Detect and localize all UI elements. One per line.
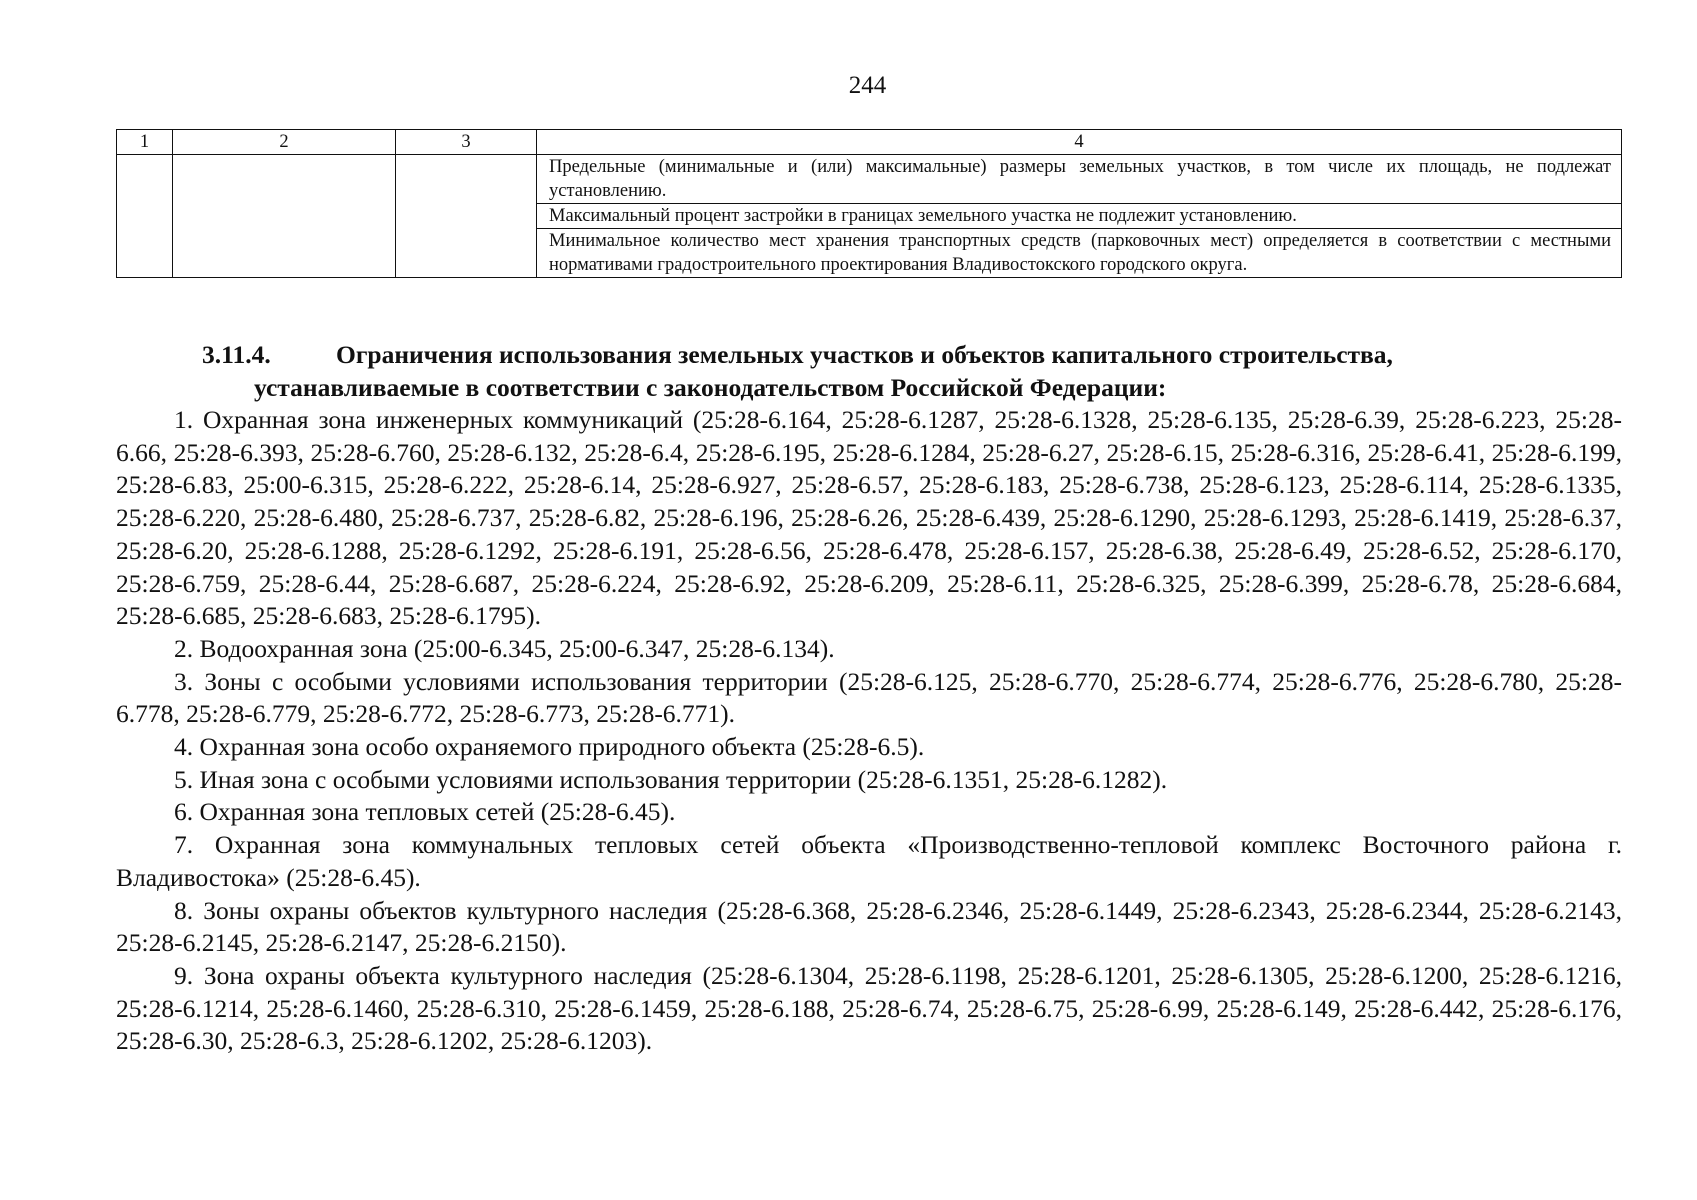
table-cell-text: Минимальное количество мест хранения транспортных средств (парковочных мест) определяется в соответствии с местными нормативами градостроительного проектирования Владивостокского городского округа. — [537, 228, 1621, 277]
table-header-cell: 3 — [396, 130, 537, 155]
table-cell-empty — [396, 155, 537, 278]
table-cell-empty — [173, 155, 396, 278]
section-title-part2: устанавливаемые в соответствии с законодательством Российской Федерации: — [254, 372, 1167, 402]
list-item: 3. Зоны с особыми условиями использования территории (25:28-6.125, 25:28-6.770, 25:28-6.774, 25:28-6.776, 25:28-6.780, 25:28-6.778, 25:28-6.779, 25:28-6.772, 25:28-6.773, 25:28-6.771). — [116, 666, 1622, 729]
table-cell-empty — [117, 155, 173, 278]
regulations-table — [116, 129, 1622, 278]
list-item: 4. Охранная зона особо охраняемого природного объекта (25:28-6.5). — [174, 732, 925, 762]
list-item: 2. Водоохранная зона (25:00-6.345, 25:00-6.347, 25:28-6.134). — [174, 633, 835, 663]
table-cell-text: Предельные (минимальные и (или) максимальные) размеры земельных участков, в том числе их площадь, не подлежат установлению. — [549, 157, 1611, 201]
list-item: 1. Охранная зона инженерных коммуникаций (25:28-6.164, 25:28-6.1287, 25:28-6.1328, 25:28-6.135, 25:28-6.39, 25:28-6.223, 25:28-6.66, 25:28-6.393, 25:28-6.760, 25:28-6.132, 25:28-6.4, 25:28-6.195, 25:28-6.1284, 25:28-6.27, 25:28-6.15, 25:28-6.316, 25:28-6.41, 25:28-6.199, 25:28-6.83, 25:00-6.315, 25:28-6.222, 25:28-6.14, 25:28-6.927, 25:28-6.57, 25:28-6.183, 25:28-6.738, 25:28-6.123, 25:28-6.114, 25:28-6.1335, 25:28-6.220, 25:28-6.480, 25:28-6.737, 25:28-6.82, 25:28-6.196, 25:28-6.26, 25:28-6.439, 25:28-6.1290, 25:28-6.1293, 25:28-6.1419, 25:28-6.37, 25:28-6.20, 25:28-6.1288, 25:28-6.1292, 25:28-6.191, 25:28-6.56, 25:28-6.478, 25:28-6.157, 25:28-6.38, 25:28-6.49, 25:28-6.52, 25:28-6.170, 25:28-6.759, 25:28-6.44, 25:28-6.687, 25:28-6.224, 25:28-6.92, 25:28-6.209, 25:28-6.11, 25:28-6.325, 25:28-6.399, 25:28-6.78, 25:28-6.684, 25:28-6.685, 25:28-6.683, 25:28-6.1795). — [116, 405, 1622, 631]
table-row — [117, 155, 1622, 278]
table-header-row — [117, 130, 1622, 155]
list-item: 9. Зона охраны объекта культурного наследия (25:28-6.1304, 25:28-6.1198, 25:28-6.1201, 25:28-6.1305, 25:28-6.1200, 25:28-6.1216, 25:28-6.1214, 25:28-6.1460, 25:28-6.310, 25:28-6.1459, 25:28-6.188, 25:28-6.74, 25:28-6.75, 25:28-6.99, 25:28-6.149, 25:28-6.442, 25:28-6.176, 25:28-6.30, 25:28-6.3, 25:28-6.1202, 25:28-6.1203). — [116, 960, 1622, 1056]
table-cell-text: Максимальный процент застройки в границах земельного участка не подлежит установлению. — [537, 203, 1621, 228]
table-header-cell: 4 — [537, 130, 1622, 155]
page-number: 244 — [848, 72, 887, 99]
restrictions-list — [116, 404, 1622, 1058]
list-item: 7. Охранная зона коммунальных тепловых сетей объекта «Производственно-тепловой комплекс Восточного района г. Владивостока» (25:28-6.45). — [116, 830, 1622, 892]
list-item: 8. Зоны охраны объектов культурного наследия (25:28-6.368, 25:28-6.2346, 25:28-6.1449, 25:28-6.2343, 25:28-6.2344, 25:28-6.2143, 25:28-6.2145, 25:28-6.2147, 25:28-6.2150). — [116, 895, 1622, 958]
table-header-cell: 1 — [117, 130, 173, 155]
section-heading — [116, 339, 1622, 404]
section-title-part1: Ограничения использования земельных участков и объектов капитального строительства, — [336, 340, 1393, 369]
table-header-cell: 2 — [173, 130, 396, 155]
list-item: 6. Охранная зона тепловых сетей (25:28-6.45). — [174, 797, 676, 827]
list-item: 5. Иная зона с особыми условиями использования территории (25:28-6.1351, 25:28-6.1282). — [174, 764, 1168, 794]
table-cell-content — [537, 155, 1622, 278]
section-heading-line1 — [116, 339, 1622, 372]
section-number: 3.11.4. — [202, 340, 271, 369]
